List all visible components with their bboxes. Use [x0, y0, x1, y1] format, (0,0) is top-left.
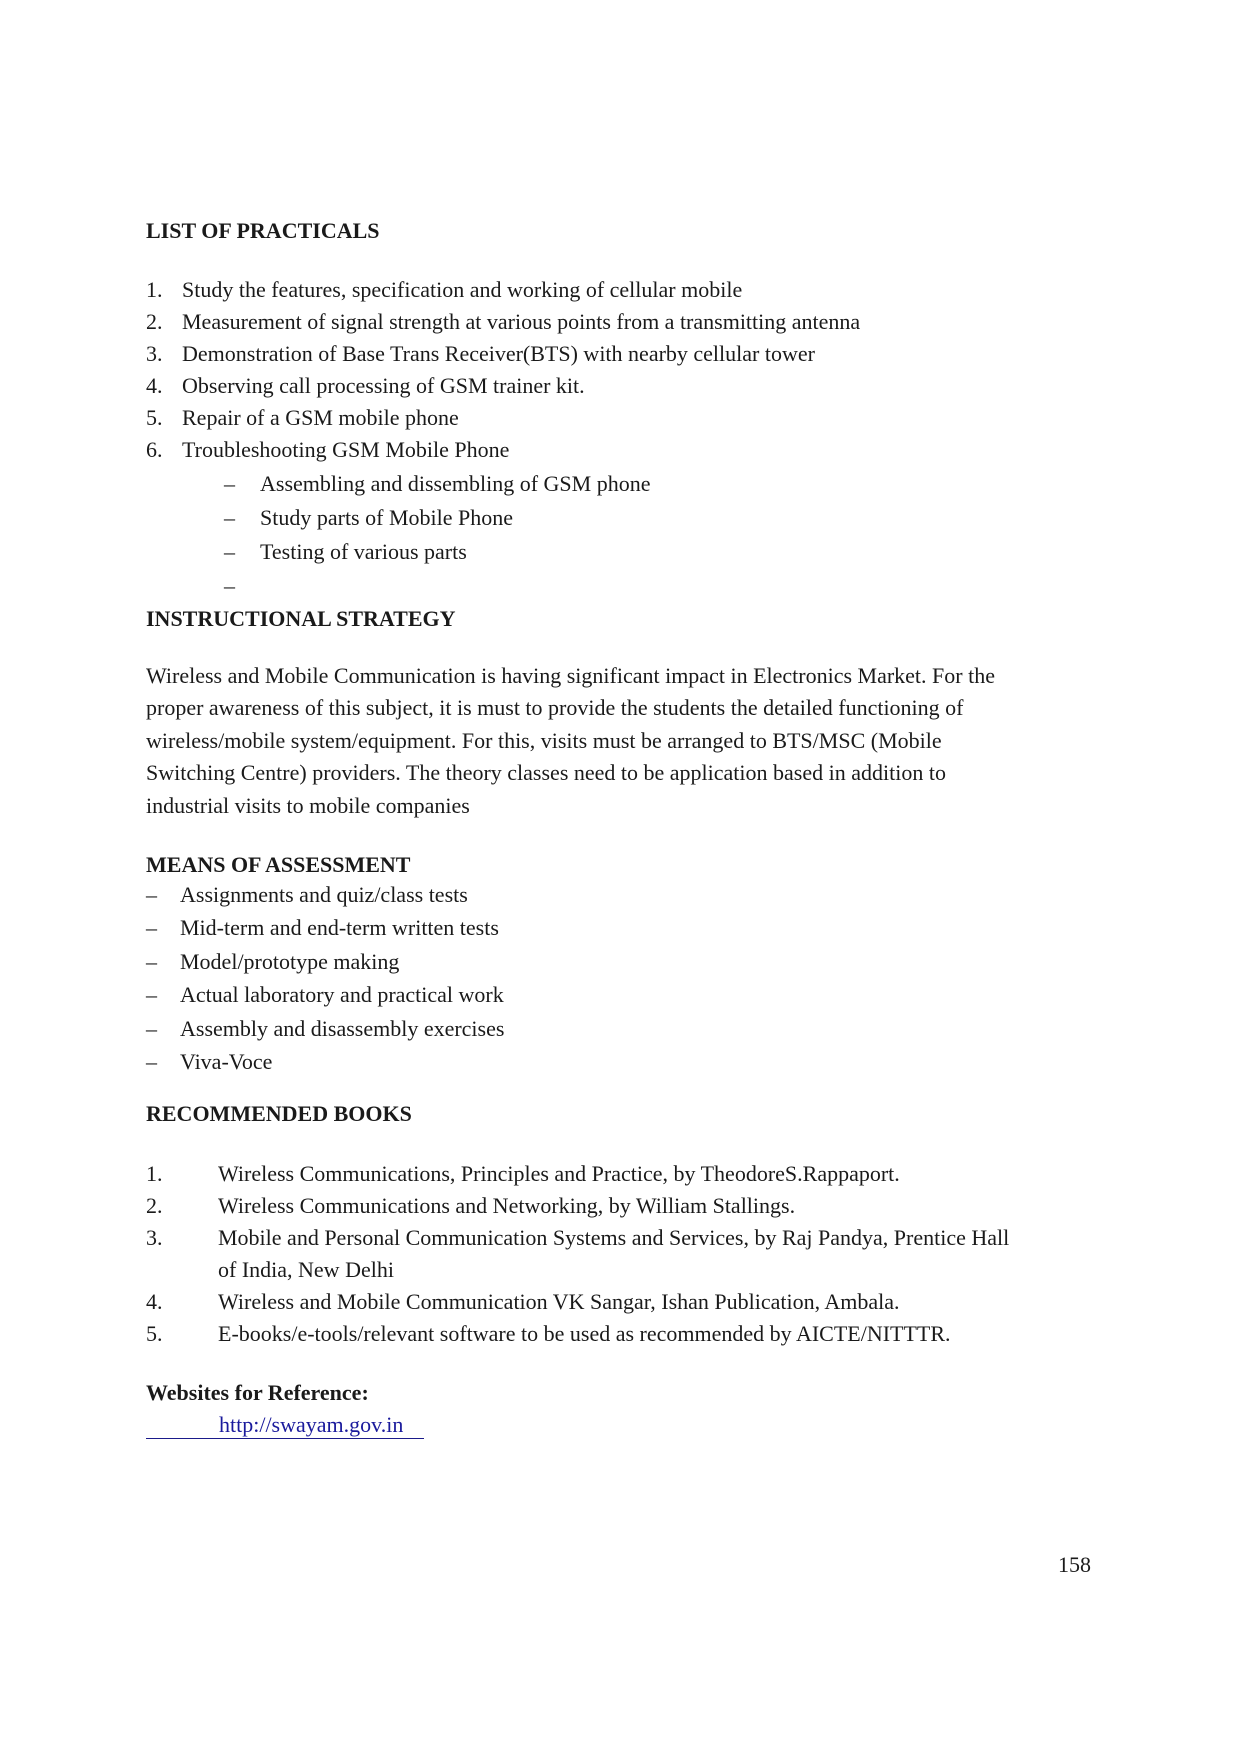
practical-number: 3.	[146, 341, 163, 366]
strategy-paragraph	[146, 660, 1106, 822]
paragraph-line: industrial visits to mobile companies	[146, 792, 470, 818]
practical-text: Study the features, specification and working of cellular mobile	[182, 277, 743, 302]
book-number: 5.	[146, 1321, 163, 1346]
strategy-heading: INSTRUCTIONAL STRATEGY	[146, 606, 456, 631]
dash-bullet: –	[224, 505, 235, 530]
book-number: 1.	[146, 1161, 163, 1186]
assessment-heading: MEANS OF ASSESSMENT	[146, 852, 411, 877]
paragraph-line: proper awareness of this subject, it is must to provide the students the detailed functioning of	[146, 695, 964, 721]
paragraph-line: Switching Centre) providers. The theory classes need to be application based in addition to	[146, 760, 946, 786]
assessment-text: Model/prototype making	[180, 949, 400, 974]
subitem-text: Study parts of Mobile Phone	[260, 505, 513, 530]
subitem-text: Testing of various parts	[260, 539, 467, 564]
dash-bullet: –	[224, 471, 235, 496]
book-number: 4.	[146, 1289, 163, 1314]
dash-bullet: –	[146, 1049, 157, 1074]
books-heading: RECOMMENDED BOOKS	[146, 1101, 412, 1126]
dash-bullet: –	[146, 982, 157, 1007]
practical-text: Observing call processing of GSM trainer kit.	[182, 373, 585, 398]
website-link-line	[146, 1412, 424, 1439]
practical-text: Demonstration of Base Trans Receiver(BTS) with nearby cellular tower	[182, 341, 815, 366]
website-link[interactable]: http://swayam.gov.in	[219, 1412, 404, 1437]
book-text: Wireless Communications and Networking, by William Stallings.	[218, 1193, 796, 1218]
dash-bullet: –	[224, 539, 235, 564]
book-number: 3.	[146, 1225, 163, 1250]
assessment-text: Viva-Voce	[180, 1049, 273, 1074]
assessment-text: Actual laboratory and practical work	[180, 982, 504, 1007]
dash-bullet: –	[146, 949, 157, 974]
practical-text: Repair of a GSM mobile phone	[182, 405, 459, 430]
dash-bullet: –	[146, 882, 157, 907]
dash-bullet: –	[224, 573, 235, 598]
book-text: Wireless Communications, Principles and Practice, by TheodoreS.Rappaport.	[218, 1161, 900, 1186]
practical-number: 6.	[146, 437, 163, 462]
dash-bullet: –	[146, 1016, 157, 1041]
book-text: E-books/e-tools/relevant software to be used as recommended by AICTE/NITTTR.	[218, 1321, 951, 1346]
dash-bullet: –	[146, 915, 157, 940]
book-text: Wireless and Mobile Communication VK Sangar, Ishan Publication, Ambala.	[218, 1289, 900, 1314]
practical-number: 1.	[146, 277, 163, 302]
paragraph-line: Wireless and Mobile Communication is having significant impact in Electronics Market. For the	[146, 663, 995, 688]
book-text: Mobile and Personal Communication Systems and Services, by Raj Pandya, Prentice Hall	[218, 1225, 1010, 1250]
practical-number: 2.	[146, 309, 163, 334]
practical-number: 5.	[146, 405, 163, 430]
book-text-continued: of India, New Delhi	[218, 1257, 394, 1282]
book-number: 2.	[146, 1193, 163, 1218]
assessment-text: Assembly and disassembly exercises	[180, 1016, 505, 1041]
assessment-text: Assignments and quiz/class tests	[180, 882, 468, 907]
page-number: 158	[1058, 1552, 1091, 1577]
practical-text: Measurement of signal strength at various points from a transmitting antenna	[182, 309, 861, 334]
websites-heading: Websites for Reference:	[146, 1380, 369, 1405]
subitem-text: Assembling and dissembling of GSM phone	[260, 471, 651, 496]
assessment-text: Mid-term and end-term written tests	[180, 915, 499, 940]
practical-number: 4.	[146, 373, 163, 398]
practical-text: Troubleshooting GSM Mobile Phone	[182, 437, 510, 462]
practicals-heading: LIST OF PRACTICALS	[146, 218, 380, 243]
paragraph-line: wireless/mobile system/equipment. For this, visits must be arranged to BTS/MSC (Mobile	[146, 727, 942, 753]
